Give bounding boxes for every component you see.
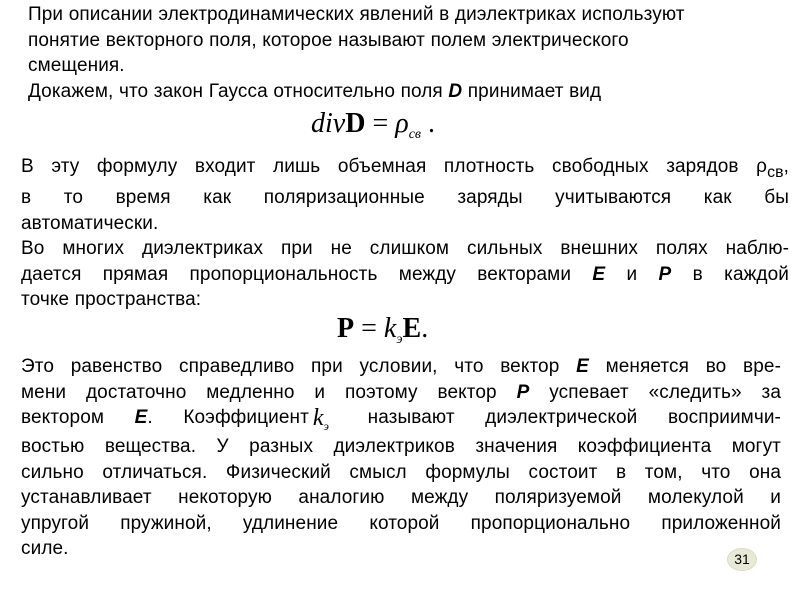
susceptibility-e-symbol: E (576, 356, 589, 377)
susceptibility-paragraph (21, 354, 781, 562)
gauss-statement-after: принимает вид (462, 80, 602, 102)
susceptibility-line-1-after: меняется во вре- (588, 356, 781, 377)
formula-k-subscript: э (396, 332, 403, 347)
susceptibility-line-6: устанавливает некоторую аналогию между поляризуемой молекулой и (21, 487, 781, 508)
intro-line-2: понятие векторного поля, которое называют полем электрического (28, 29, 629, 51)
formula-d-vector: D (345, 108, 366, 139)
charge-density-subscript: св (767, 163, 784, 181)
charge-density-paragraph (21, 154, 789, 313)
susceptibility-line-3-before: вектором (21, 407, 135, 428)
inline-k-letter: k (312, 405, 324, 431)
susceptibility-line-4: востью вещества. У разных диэлектриков значения коэффициента могут (21, 436, 781, 457)
gauss-statement-before: Докажем, что закон Гаусса относительно поля (28, 80, 449, 102)
formula-period: . (421, 108, 435, 139)
proportionality-line-2 (21, 262, 789, 288)
proportionality-line-2-after: в каждой (671, 263, 789, 285)
intro-line-1: При описании электродинамических явлений в диэлектриках используют (28, 4, 685, 25)
susceptibility-p-symbol: P (516, 381, 530, 403)
gauss-formula (311, 107, 435, 152)
vector-p-symbol: P (658, 263, 672, 285)
charge-density-line-3: автоматически. (21, 212, 159, 234)
page-number-badge: 31 (727, 548, 757, 571)
susceptibility-line-5: сильно отличаться. Физический смысл формулы состоит в том, что она (21, 461, 781, 483)
polarization-formula (337, 312, 428, 357)
charge-density-line-1-before: В эту формулу входит лишь объемная плотность свободных зарядов ρ (21, 156, 768, 177)
susceptibility-line-1-before: Это равенство справедливо при условии, что вектор (21, 356, 577, 377)
charge-density-line-2: в то время как поляризационные заряды учитываются как бы (21, 187, 789, 209)
formula-e-vector: E (402, 313, 422, 344)
susceptibility-line-3-e-symbol: E (134, 407, 148, 428)
susceptibility-line-2 (21, 380, 781, 406)
susceptibility-line-2-before: мени достаточно медленно и поэтому вектор (21, 381, 517, 403)
susceptibility-line-3 (21, 405, 781, 434)
proportionality-line-3: точке пространства: (21, 289, 202, 311)
proportionality-line-2-before: дается прямая пропорциональность между векторами (21, 263, 593, 285)
intro-text (28, 2, 788, 104)
charge-density-line-1-after: , (783, 156, 789, 177)
formula-k: k (383, 313, 397, 344)
formula-equals: = (372, 108, 396, 139)
formula-2-period: . (421, 313, 429, 344)
intro-line-3: смещения. (28, 55, 125, 76)
formula-rho-subscript: св (408, 127, 421, 142)
inline-k-symbol (312, 405, 330, 436)
formula-2-equals: = (354, 313, 384, 344)
gauss-statement (28, 79, 788, 105)
formula-div: div (311, 108, 346, 139)
susceptibility-line-3-after: называют диэлектрической восприимчи- (337, 407, 781, 428)
proportionality-line-1: Во многих диэлектриках при не слишком сильных внешних полях наблю- (21, 238, 789, 260)
susceptibility-line-1 (21, 354, 781, 380)
proportionality-line-2-middle: и (605, 263, 659, 285)
susceptibility-line-2-after: успевает «следить» за (529, 381, 781, 403)
gauss-field-symbol: D (448, 80, 463, 102)
formula-rho: ρ (395, 108, 409, 139)
formula-p-vector: P (337, 313, 355, 344)
susceptibility-line-8: силе. (21, 538, 69, 559)
susceptibility-line-7: упругой пружиной, удлинение которой пропорционально приложенной (21, 512, 781, 534)
inline-k-subscript: э (323, 419, 330, 433)
vector-e-symbol: E (592, 263, 606, 285)
charge-density-line-1 (21, 154, 789, 185)
susceptibility-line-3-middle: . Коэффициент (147, 407, 309, 428)
